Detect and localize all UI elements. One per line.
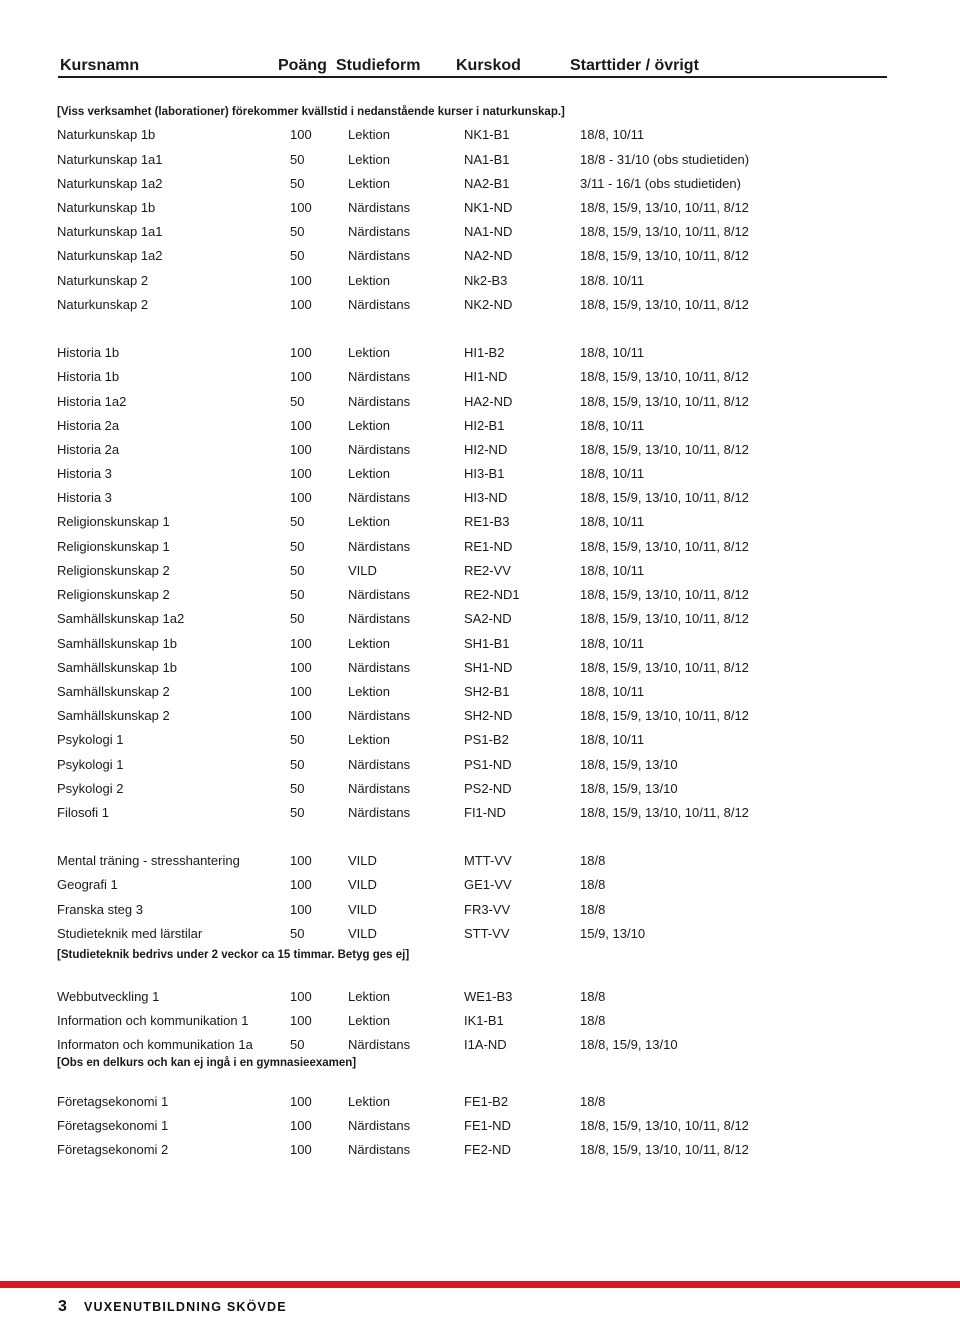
course-points: 100	[290, 636, 312, 651]
course-code: RE1-B3	[464, 514, 510, 529]
table-row	[0, 198, 960, 218]
course-form: Närdistans	[348, 708, 411, 723]
table-row	[0, 875, 960, 895]
course-code: FE2-ND	[464, 1142, 511, 1157]
course-name: Historia 2a	[57, 442, 120, 457]
course-name: Studieteknik med lärstilar	[57, 926, 203, 941]
course-start: 18/8, 15/9, 13/10, 10/11, 8/12	[580, 611, 749, 626]
course-start: 18/8	[580, 989, 606, 1004]
course-code: HI3-B1	[464, 466, 505, 481]
course-name: Naturkunskap 1a2	[57, 248, 163, 263]
course-form: Lektion	[348, 989, 390, 1004]
course-name: Företagsekonomi 1	[57, 1094, 169, 1109]
course-code: NA1-ND	[464, 224, 513, 239]
course-points: 50	[290, 611, 305, 626]
course-start: 18/8, 15/9, 13/10, 10/11, 8/12	[580, 1142, 749, 1157]
table-row	[0, 295, 960, 315]
course-name: Historia 3	[57, 466, 112, 481]
table-row	[0, 488, 960, 508]
course-code: HA2-ND	[464, 394, 513, 409]
course-form: VILD	[348, 926, 377, 941]
table-row	[0, 125, 960, 145]
course-form: Närdistans	[348, 224, 411, 239]
course-code: WE1-B3	[464, 989, 513, 1004]
course-form: Lektion	[348, 1094, 390, 1109]
course-form: Närdistans	[348, 369, 411, 384]
course-start: 18/8. 10/11	[580, 273, 645, 288]
table-row	[0, 900, 960, 920]
course-points: 50	[290, 732, 305, 747]
course-code: PS2-ND	[464, 781, 512, 796]
course-form: VILD	[348, 877, 377, 892]
course-start: 18/8	[580, 853, 606, 868]
course-form: Närdistans	[348, 200, 411, 215]
course-start: 18/8, 15/9, 13/10, 10/11, 8/12	[580, 394, 749, 409]
course-start: 18/8, 15/9, 13/10, 10/11, 8/12	[580, 248, 749, 263]
table-row	[0, 755, 960, 775]
course-form: Lektion	[348, 127, 390, 142]
table-row	[0, 343, 960, 363]
course-points: 100	[290, 684, 312, 699]
course-code: NK2-ND	[464, 297, 513, 312]
course-code: HI2-B1	[464, 418, 505, 433]
course-code: FI1-ND	[464, 805, 506, 820]
footer-title: VUXENUTBILDNING SKÖVDE	[84, 1300, 287, 1314]
header-kursnamn: Kursnamn	[60, 57, 140, 74]
course-points: 100	[290, 345, 312, 360]
page-number: 3	[58, 1298, 67, 1315]
table-row	[0, 246, 960, 266]
course-name: Religionskunskap 2	[57, 563, 170, 578]
course-start: 18/8, 15/9, 13/10	[580, 757, 678, 772]
course-form: Lektion	[348, 152, 390, 167]
course-name: Samhällskunskap 1b	[57, 636, 177, 651]
course-name: Historia 2a	[57, 418, 120, 433]
course-points: 100	[290, 369, 312, 384]
course-code: FR3-VV	[464, 902, 511, 917]
course-form: Närdistans	[348, 248, 411, 263]
course-code: SH2-ND	[464, 708, 513, 723]
course-points: 50	[290, 781, 305, 796]
course-code: FE1-B2	[464, 1094, 509, 1109]
course-name: Naturkunskap 1a1	[57, 224, 163, 239]
course-points: 100	[290, 989, 312, 1004]
table-row	[0, 150, 960, 170]
course-form: Lektion	[348, 273, 390, 288]
course-code: HI1-B2	[464, 345, 505, 360]
course-name: Historia 3	[57, 490, 112, 505]
course-start: 18/8, 15/9, 13/10, 10/11, 8/12	[580, 708, 749, 723]
course-name: Franska steg 3	[57, 902, 143, 917]
course-form: Närdistans	[348, 805, 411, 820]
table-row	[0, 658, 960, 678]
course-points: 50	[290, 1037, 305, 1052]
table-header	[58, 56, 887, 78]
course-name: Samhällskunskap 1b	[57, 660, 177, 675]
course-start: 18/8, 15/9, 13/10, 10/11, 8/12	[580, 805, 749, 820]
course-points: 50	[290, 563, 305, 578]
course-points: 100	[290, 442, 312, 457]
course-start: 18/8, 15/9, 13/10	[580, 781, 678, 796]
course-points: 100	[290, 273, 312, 288]
course-form: Närdistans	[348, 1118, 411, 1133]
course-name: Religionskunskap 1	[57, 539, 170, 554]
table-row	[0, 537, 960, 557]
course-points: 100	[290, 127, 312, 142]
course-code: RE2-ND1	[464, 587, 520, 602]
header-studieform: Studieform	[336, 57, 421, 74]
table-row	[0, 512, 960, 532]
table-row	[0, 1011, 960, 1031]
table-row	[0, 367, 960, 387]
table-row	[0, 440, 960, 460]
course-name: Samhällskunskap 2	[57, 684, 170, 699]
course-start: 15/9, 13/10	[580, 926, 646, 941]
course-name: Naturkunskap 1a1	[57, 152, 163, 167]
course-form: Lektion	[348, 466, 390, 481]
course-name: Naturkunskap 2	[57, 297, 149, 312]
course-name: Naturkunskap 2	[57, 273, 149, 288]
course-start: 18/8, 15/9, 13/10, 10/11, 8/12	[580, 490, 749, 505]
course-form: Lektion	[348, 514, 390, 529]
course-start: 3/11 - 16/1 (obs studietiden)	[580, 176, 741, 191]
course-points: 100	[290, 660, 312, 675]
course-code: PS1-ND	[464, 757, 512, 772]
table-row	[0, 561, 960, 581]
course-points: 100	[290, 200, 312, 215]
course-code: MTT-VV	[464, 853, 512, 868]
table-row	[0, 1140, 960, 1160]
course-form: VILD	[348, 563, 377, 578]
course-name: Psykologi 2	[57, 781, 124, 796]
course-name: Samhällskunskap 1a2	[57, 611, 185, 626]
course-points: 100	[290, 1118, 312, 1133]
course-code: FE1-ND	[464, 1118, 511, 1133]
table-row	[0, 634, 960, 654]
table-row	[0, 1035, 960, 1055]
course-code: NA2-ND	[464, 248, 513, 263]
course-name: Historia 1b	[57, 369, 120, 384]
course-name: Samhällskunskap 2	[57, 708, 170, 723]
course-points: 100	[290, 466, 312, 481]
table-row	[0, 416, 960, 436]
course-name: Naturkunskap 1b	[57, 127, 156, 142]
course-name: Naturkunskap 1a2	[57, 176, 163, 191]
course-form: Närdistans	[348, 1037, 411, 1052]
course-name: Religionskunskap 1	[57, 514, 170, 529]
course-start: 18/8, 15/9, 13/10, 10/11, 8/12	[580, 369, 749, 384]
course-code: I1A-ND	[464, 1037, 507, 1052]
course-code: SH2-B1	[464, 684, 510, 699]
course-form: Närdistans	[348, 781, 411, 796]
course-points: 50	[290, 757, 305, 772]
course-form: Närdistans	[348, 394, 411, 409]
course-start: 18/8, 10/11	[580, 563, 645, 578]
course-start: 18/8, 15/9, 13/10, 10/11, 8/12	[580, 442, 749, 457]
course-start: 18/8, 10/11	[580, 418, 645, 433]
course-form: Närdistans	[348, 660, 411, 675]
course-points: 100	[290, 708, 312, 723]
course-form: Närdistans	[348, 1142, 411, 1157]
course-form: Närdistans	[348, 539, 411, 554]
course-start: 18/8, 10/11	[580, 514, 645, 529]
course-name: Religionskunskap 2	[57, 587, 170, 602]
table-row	[0, 609, 960, 629]
table-row	[0, 271, 960, 291]
note-informaton: [Obs en delkurs och kan ej ingå i en gymnasieexamen]	[57, 1057, 357, 1069]
course-points: 100	[290, 490, 312, 505]
course-name: Psykologi 1	[57, 757, 124, 772]
course-name: Informaton och kommunikation 1a	[57, 1037, 253, 1052]
course-code: NA1-B1	[464, 152, 510, 167]
course-points: 100	[290, 418, 312, 433]
table-row	[0, 851, 960, 871]
course-name: Naturkunskap 1b	[57, 200, 156, 215]
course-points: 50	[290, 152, 305, 167]
course-points: 100	[290, 1094, 312, 1109]
table-row	[0, 1116, 960, 1136]
course-start: 18/8	[580, 1094, 606, 1109]
table-row	[0, 779, 960, 799]
course-points: 50	[290, 514, 305, 529]
table-row	[0, 682, 960, 702]
table-row	[0, 585, 960, 605]
course-name: Filosofi 1	[57, 805, 110, 820]
course-points: 50	[290, 805, 305, 820]
course-code: RE1-ND	[464, 539, 513, 554]
table-row	[0, 706, 960, 726]
course-form: Närdistans	[348, 587, 411, 602]
header-starttider: Starttider / övrigt	[570, 57, 699, 74]
course-code: SA2-ND	[464, 611, 512, 626]
course-code: SH1-B1	[464, 636, 510, 651]
table-row	[0, 222, 960, 242]
course-start: 18/8, 15/9, 13/10, 10/11, 8/12	[580, 297, 749, 312]
course-code: IK1-B1	[464, 1013, 504, 1028]
course-points: 100	[290, 297, 312, 312]
course-name: Historia 1a2	[57, 394, 127, 409]
course-start: 18/8, 15/9, 13/10	[580, 1037, 678, 1052]
course-form: Närdistans	[348, 757, 411, 772]
course-points: 50	[290, 539, 305, 554]
table-row	[0, 987, 960, 1007]
course-start: 18/8, 15/9, 13/10, 10/11, 8/12	[580, 200, 749, 215]
course-start: 18/8, 15/9, 13/10, 10/11, 8/12	[580, 660, 749, 675]
course-code: HI1-ND	[464, 369, 508, 384]
course-start: 18/8, 15/9, 13/10, 10/11, 8/12	[580, 224, 749, 239]
course-code: HI2-ND	[464, 442, 508, 457]
course-code: GE1-VV	[464, 877, 512, 892]
course-name: Psykologi 1	[57, 732, 124, 747]
table-row	[0, 803, 960, 823]
course-points: 50	[290, 394, 305, 409]
course-form: Närdistans	[348, 442, 411, 457]
course-code: RE2-VV	[464, 563, 511, 578]
course-form: Närdistans	[348, 297, 411, 312]
course-name: Mental träning - stresshantering	[57, 853, 240, 868]
course-code: HI3-ND	[464, 490, 508, 505]
course-start: 18/8, 10/11	[580, 636, 645, 651]
course-points: 100	[290, 853, 312, 868]
course-start: 18/8, 10/11	[580, 732, 645, 747]
course-code: NK1-B1	[464, 127, 510, 142]
course-form: Lektion	[348, 176, 390, 191]
course-form: Närdistans	[348, 490, 411, 505]
course-start: 18/8	[580, 877, 606, 892]
course-start: 18/8, 10/11	[580, 684, 645, 699]
course-points: 100	[290, 902, 312, 917]
course-points: 50	[290, 224, 305, 239]
course-name: Historia 1b	[57, 345, 120, 360]
course-name: Företagsekonomi 2	[57, 1142, 169, 1157]
course-start: 18/8	[580, 1013, 606, 1028]
course-start: 18/8, 15/9, 13/10, 10/11, 8/12	[580, 1118, 749, 1133]
course-name: Information och kommunikation 1	[57, 1013, 249, 1028]
course-start: 18/8, 15/9, 13/10, 10/11, 8/12	[580, 539, 749, 554]
course-form: Lektion	[348, 418, 390, 433]
table-row	[0, 730, 960, 750]
course-start: 18/8	[580, 902, 606, 917]
course-code: SH1-ND	[464, 660, 513, 675]
course-start: 18/8, 10/11	[580, 345, 645, 360]
course-code: Nk2-B3	[464, 273, 508, 288]
course-points: 100	[290, 877, 312, 892]
course-start: 18/8, 15/9, 13/10, 10/11, 8/12	[580, 587, 749, 602]
course-form: Lektion	[348, 1013, 390, 1028]
table-row	[0, 924, 960, 944]
table-row	[0, 1092, 960, 1112]
course-code: STT-VV	[464, 926, 510, 941]
course-form: Lektion	[348, 636, 390, 651]
table-row	[0, 174, 960, 194]
course-form: Lektion	[348, 732, 390, 747]
header-kurskod: Kurskod	[456, 57, 521, 74]
note-naturkunskap: [Viss verksamhet (laborationer) förekommer kvällstid i nedanstående kurser i naturkunskap.]	[57, 106, 565, 118]
course-form: Närdistans	[348, 611, 411, 626]
course-start: 18/8, 10/11	[580, 466, 645, 481]
course-points: 50	[290, 176, 305, 191]
course-form: Lektion	[348, 684, 390, 699]
course-points: 100	[290, 1013, 312, 1028]
course-start: 18/8 - 31/10 (obs studietiden)	[580, 152, 750, 167]
table-row	[0, 464, 960, 484]
course-code: NK1-ND	[464, 200, 513, 215]
course-code: NA2-B1	[464, 176, 510, 191]
course-form: VILD	[348, 902, 377, 917]
course-points: 50	[290, 248, 305, 263]
course-code: PS1-B2	[464, 732, 509, 747]
course-points: 100	[290, 1142, 312, 1157]
course-name: Företagsekonomi 1	[57, 1118, 169, 1133]
course-start: 18/8, 10/11	[580, 127, 645, 142]
course-name: Webbutveckling 1	[57, 989, 160, 1004]
table-row	[0, 392, 960, 412]
note-studieteknik: [Studieteknik bedrivs under 2 veckor ca 15 timmar. Betyg ges ej]	[57, 949, 410, 961]
course-form: VILD	[348, 853, 377, 868]
header-poang: Poäng	[278, 57, 327, 74]
course-points: 50	[290, 926, 305, 941]
course-points: 50	[290, 587, 305, 602]
course-name: Geografi 1	[57, 877, 118, 892]
course-form: Lektion	[348, 345, 390, 360]
